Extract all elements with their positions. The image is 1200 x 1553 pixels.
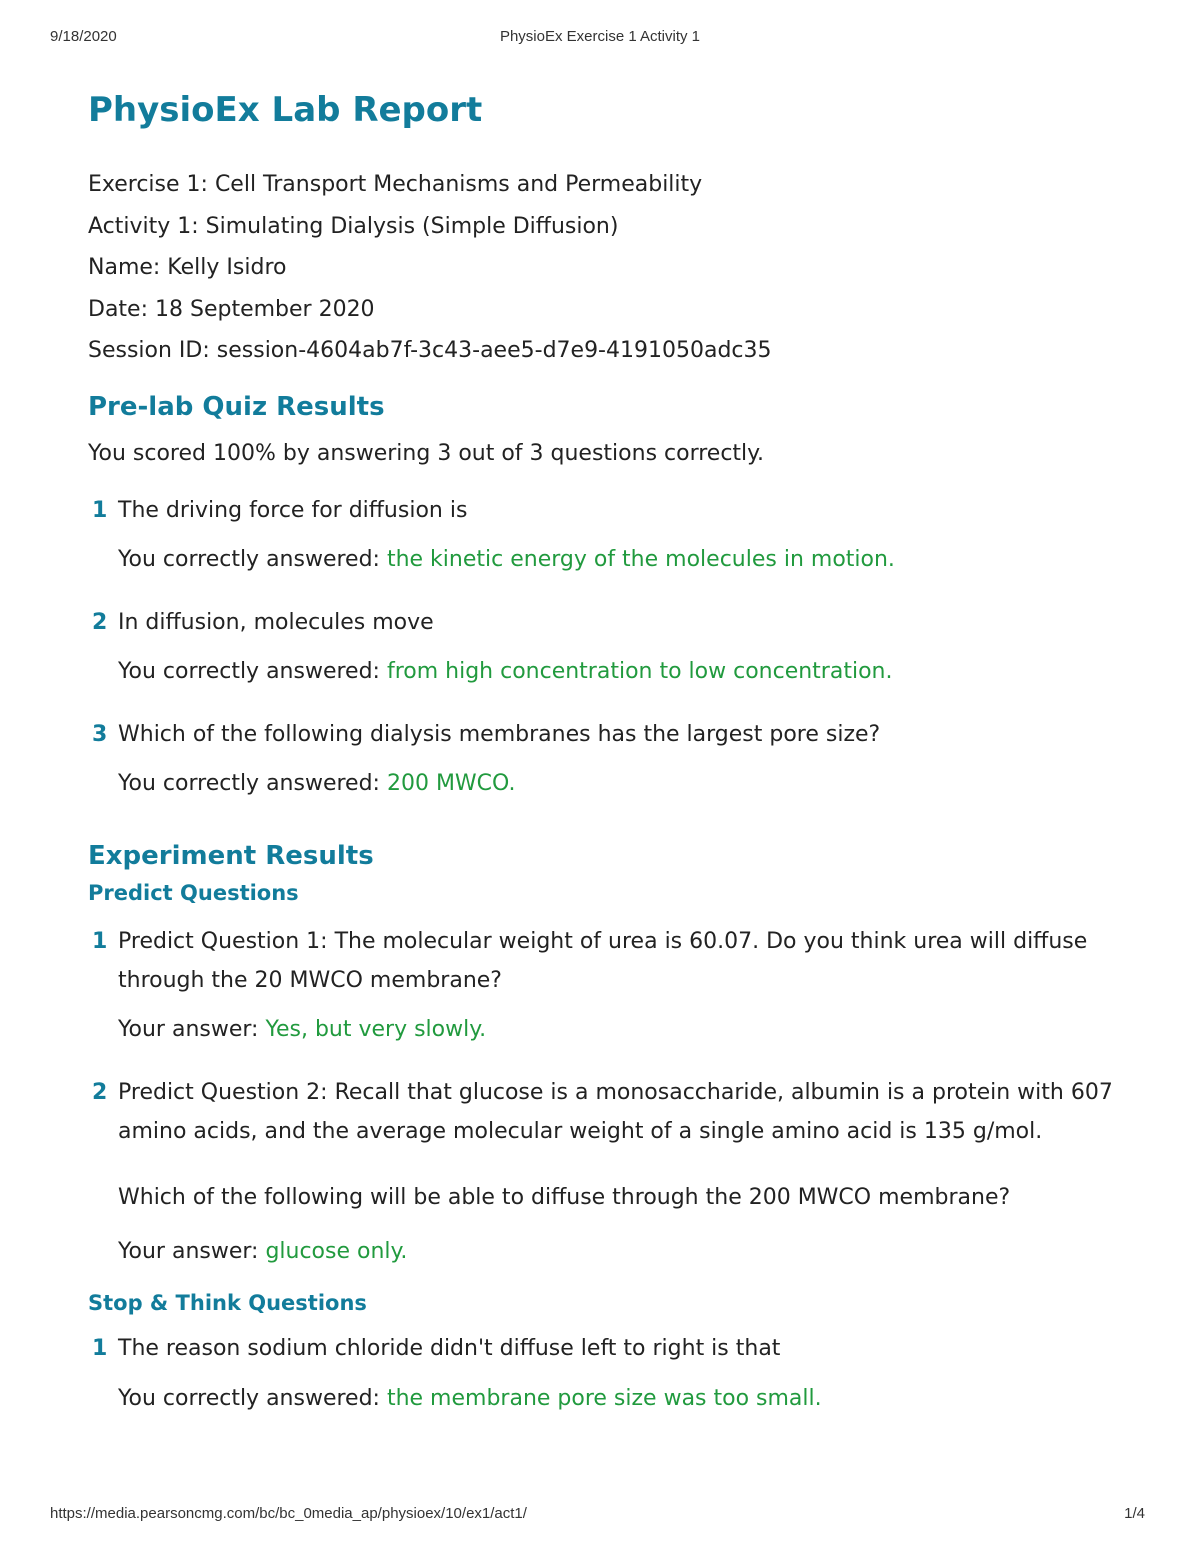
- print-header: [0, 28, 1200, 48]
- stop-think-answer: [88, 1384, 1138, 1414]
- question-text: The driving force for diffusion is: [118, 497, 468, 523]
- question-text: The reason sodium chloride didn't diffuse left to right is that: [118, 1335, 781, 1361]
- question-number: 2: [92, 609, 108, 635]
- session-line: Session ID: session-4604ab7f-3c43-aee5-d7e9-4191050adc35: [88, 338, 772, 363]
- prelab-answer: [88, 545, 1138, 575]
- answer-prefix: You correctly answered:: [118, 658, 387, 684]
- activity-line: Activity 1: Simulating Dialysis (Simple Diffusion): [88, 213, 619, 239]
- exercise-line: Exercise 1: Cell Transport Mechanisms and Permeability: [88, 172, 703, 197]
- print-date: 9/18/2020: [50, 28, 117, 45]
- answer-text: the membrane pore size was too small.: [386, 1385, 822, 1411]
- question-number: 1: [92, 928, 108, 954]
- experiment-heading: Experiment Results: [88, 840, 374, 871]
- predict-answer: [88, 1237, 1138, 1267]
- stop-think-question: [88, 1329, 1138, 1368]
- question-text: Predict Question 1: The molecular weight of urea is 60.07. Do you think urea will diffuse through the 20 MWCO membrane?: [118, 928, 1088, 993]
- question-number: 1: [92, 497, 108, 523]
- question-number: 2: [92, 1079, 108, 1105]
- predict-heading: Predict Questions: [88, 880, 299, 905]
- print-footer: [0, 1505, 1200, 1525]
- predict-question: [88, 1073, 1138, 1151]
- answer-text: glucose only.: [265, 1238, 408, 1264]
- question-text: In diffusion, molecules move: [118, 609, 434, 635]
- answer-prefix: You correctly answered:: [118, 770, 387, 796]
- footer-url: https://media.pearsoncmg.com/bc/bc_0media_ap/physioex/10/ex1/act1/: [50, 1505, 527, 1522]
- prelab-heading: Pre-lab Quiz Results: [88, 391, 385, 422]
- stop-think-heading: Stop & Think Questions: [88, 1290, 367, 1315]
- report-meta: [88, 164, 1138, 372]
- answer-prefix: Your answer:: [118, 1016, 266, 1042]
- prelab-answer: [88, 769, 1138, 799]
- date-line: Date: 18 September 2020: [88, 296, 375, 322]
- report-content: [88, 86, 1138, 1414]
- print-title: PhysioEx Exercise 1 Activity 1: [499, 28, 701, 45]
- name-line: Name: Kelly Isidro: [88, 255, 287, 280]
- prelab-answer: [88, 657, 1138, 687]
- predict-followup: Which of the following will be able to diffuse through the 200 MWCO membrane?: [118, 1184, 1011, 1210]
- answer-prefix: Your answer:: [118, 1238, 266, 1264]
- prelab-question: [88, 491, 1138, 530]
- prelab-question: [88, 603, 1138, 642]
- prelab-question: [88, 715, 1138, 754]
- answer-text: Yes, but very slowly.: [265, 1016, 487, 1042]
- question-text: Predict Question 2: Recall that glucose is a monosaccharide, albumin is a protein with 607 amino acids, and the average molecular weight of a single amino acid is 135 g/mol.: [118, 1079, 1113, 1144]
- predict-question: [88, 922, 1138, 1000]
- prelab-score: You scored 100% by answering 3 out of 3 questions correctly.: [88, 440, 765, 466]
- answer-text: the kinetic energy of the molecules in motion.: [386, 546, 895, 572]
- answer-prefix: You correctly answered:: [118, 1385, 387, 1411]
- answer-prefix: You correctly answered:: [118, 546, 387, 572]
- question-text: Which of the following dialysis membranes has the largest pore size?: [118, 721, 881, 747]
- page-number: 1/4: [1124, 1505, 1145, 1522]
- question-number: 1: [92, 1335, 108, 1361]
- predict-answer: [88, 1015, 1138, 1045]
- page-title: PhysioEx Lab Report: [88, 90, 483, 130]
- question-number: 3: [92, 721, 108, 747]
- answer-text: 200 MWCO.: [386, 770, 516, 796]
- answer-text: from high concentration to low concentration.: [386, 658, 893, 684]
